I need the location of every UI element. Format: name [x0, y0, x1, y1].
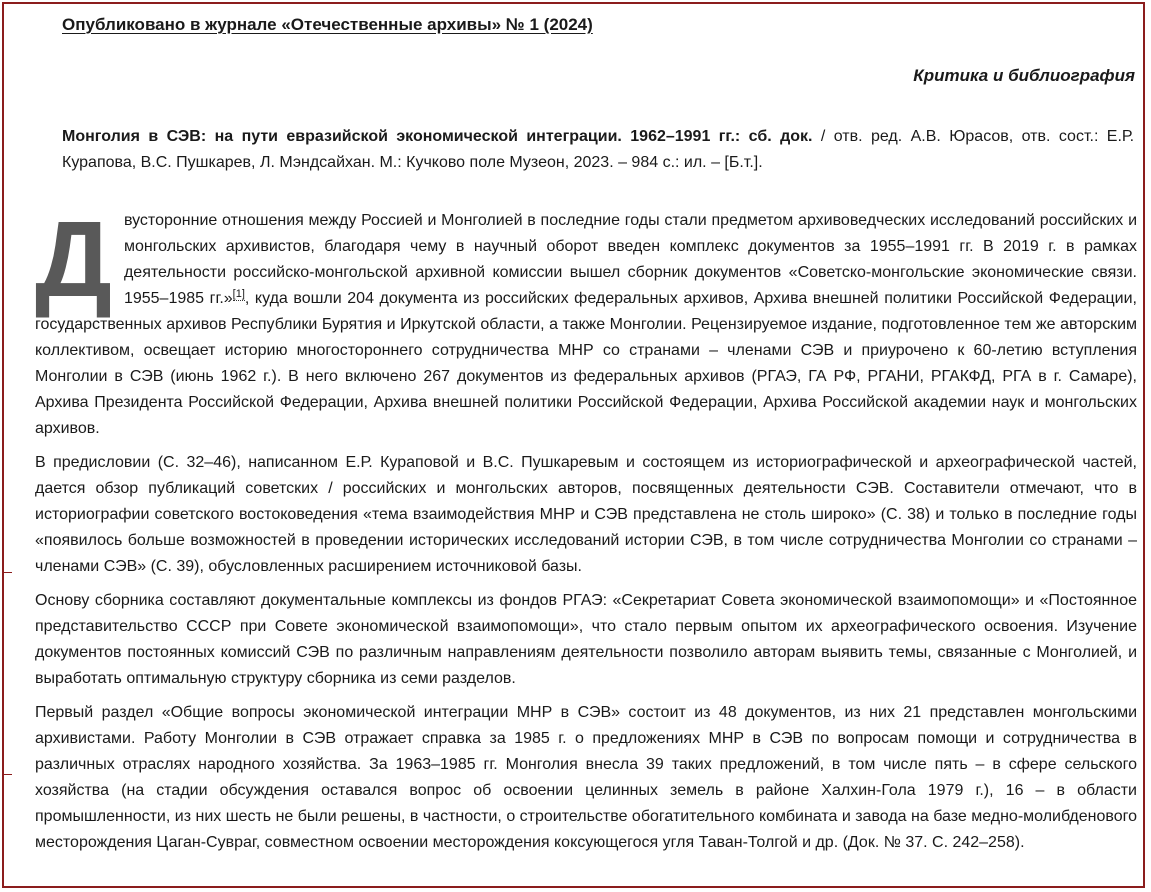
paragraph-1 [35, 198, 1137, 442]
article-body [35, 198, 1137, 864]
book-details: / отв. ред. А.В. Юрасов, отв. сост.: Е.Р. Курапова, В.С. Пушкарев, Л. Мэндсайхан. М.: Кучково поле Музеон, 2023. – 984 с.: ил. – [Б.т.]. [62, 128, 1135, 171]
drop-cap: Д [35, 198, 112, 319]
paragraph-1-text-b: , куда вошли 204 документа из российских федеральных архивов, Архива внешней политики Российской Федерации, государственных архивов Республики Бурятия и Иркутской области, а также Монголии. Рецензируемое издание, подготовленное тем же авторским коллективом, освещает историю многостороннего сотрудничества МНР со странами – членами СЭВ и приурочено к 60-летию вступления Монголии в СЭВ (июнь 1962 г.). В него включено 267 документов из федеральных архивов (РГАЭ, ГА РФ, РГАНИ, РГАКФД, РГА в г. Самаре), Архива Президента Российской Федерации, Архива внешней политики Российской Федерации, Архива Российской академии наук и монгольских архивов. [35, 290, 1137, 437]
book-title: Монголия в СЭВ: на пути евразийской экономической интеграции. 1962–1991 гг.: сб. док. [62, 128, 813, 145]
paragraph-2: В предисловии (С. 32–46), написанном Е.Р. Кураповой и В.С. Пушкаревым и состоящем из историографической и археографической частей, дается обзор публикаций советских / российских и монгольских авторов, посвященных деятельности СЭВ. Составители отмечают, что в историографии советского востоковедения «тема взаимодействия МНР и СЭВ представлена не столь широко» (С. 38) и только в последние годы «появилось больше возможностей в проведении исторических исследований истории СЭВ, в том числе сотрудничества Монголии со странами – членами СЭВ» (С. 39), обусловленных расширением источниковой базы. [35, 454, 1137, 575]
margin-mark [4, 572, 12, 573]
paragraph-1-text-a: вусторонние отношения между Россией и Монголией в последние годы стали предметом архивоведческих исследований российских и монгольских архивистов, благодаря чему в научный оборот введен комплекс документов за 1955–1991 гг. В 2019 г. в рамках деятельности российско-монгольской архивной комиссии вышел сборник документов «Советско-монгольские экономические связи. 1955–1985 гг.» [123, 212, 1137, 307]
page-frame [2, 2, 1145, 888]
bibliographic-reference [62, 124, 1134, 176]
paragraph-3: Основу сборника составляют документальные комплексы из фондов РГАЭ: «Секретариат Совета экономической взаимопомощи» и «Постоянное представительство СССР при Совете экономической взаимопомощи», что стало первым опытом их археографического освоения. Изучение документов постоянных комиссий СЭВ по различным направлениям деятельности позволило авторам выявить темы, связанные с Монголией, и выработать оптимальную структуру сборника из семи разделов. [35, 592, 1137, 687]
paragraph-4: Первый раздел «Общие вопросы экономической интеграции МНР в СЭВ» состоит из 48 документов, из них 21 представлен монгольскими архивистами. Работу Монголии в СЭВ отражает справка за 1985 г. о предложениях МНР в СЭВ по вопросам помощи и сотрудничества в различных отраслях народного хозяйства. За 1963–1985 гг. Монголия внесла 39 таких предложений, в том числе пять – в сфере сельского хозяйства (на стадии обсуждения оставался вопрос об освоении целинных земель в районе Халхин-Гола 1979 г.), 16 – в области промышленности, из них шесть не были решены, в частности, о строительстве обогатительного комбината и завода на базе медно-молибденового месторождения Цаган-Сувраг, совместном освоении месторождения коксующегося угля Таван-Толгой и др. (Док. № 37. С. 242–258). [35, 704, 1137, 851]
footnote-link[interactable]: [1] [232, 287, 245, 300]
publication-link[interactable]: Опубликовано в журнале «Отечественные архивы» № 1 (2024) [62, 15, 593, 34]
margin-mark [4, 774, 12, 775]
section-label: Критика и библиография [913, 66, 1135, 85]
